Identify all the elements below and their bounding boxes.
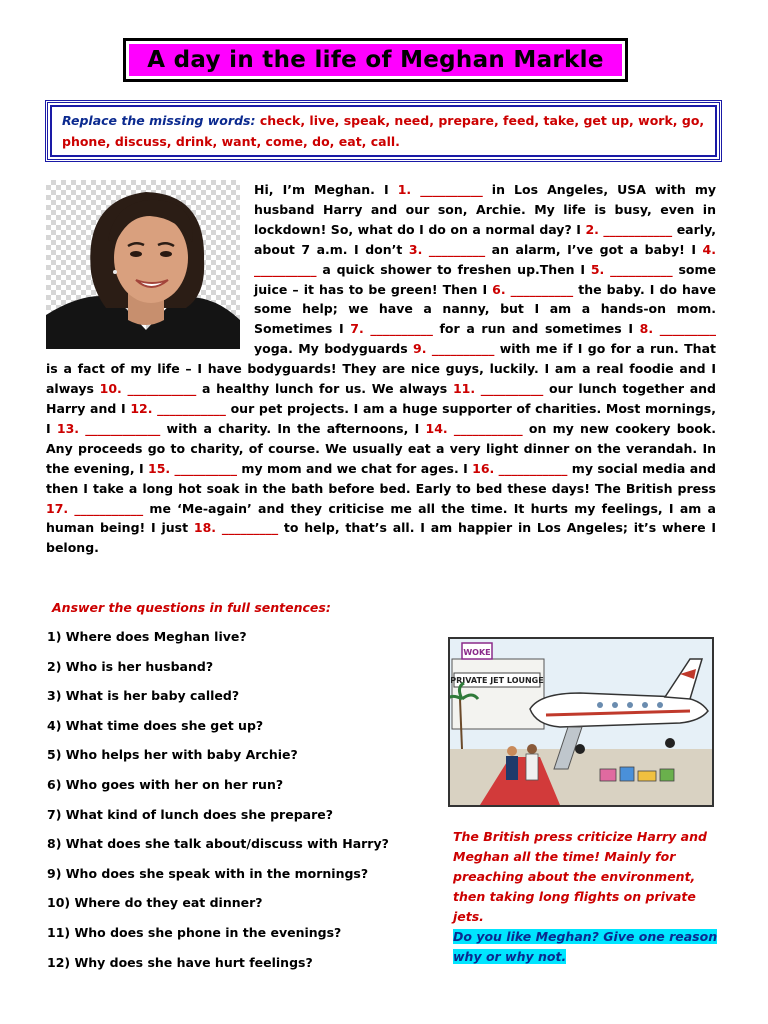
question-item: 6) Who goes with her on her run? <box>47 776 284 792</box>
passage-text: an alarm, I’ve got a baby! I <box>485 241 703 257</box>
caption-text: The British press criticize Harry and Meghan all the time! Mainly for preaching about the environment, then taking long flights on private jets. <box>453 829 707 924</box>
question-item: 4) What time does she get up? <box>47 717 264 733</box>
word-bank-box <box>45 100 722 162</box>
passage-text: our lunch together and Harry and I <box>46 381 717 416</box>
passage-text: early, about 7 a.m. I don’t <box>254 221 716 257</box>
blank-5: 5. __________ <box>590 261 673 277</box>
blank-10: 10. ___________ <box>99 381 197 397</box>
page-title: A day in the life of Meghan Markle <box>129 44 622 76</box>
discussion-question: Do you like Meghan? Give one reason why or why not. <box>453 929 718 964</box>
question-item: 8) What does she talk about/discuss with Harry? <box>47 836 389 852</box>
passage-text: on my new cookery book. Any proceeds go to charity, of course. We usually eat a very light dinner on the verandah. In the evening, I <box>46 420 716 476</box>
passage-text: with me if I go for a run. That is a fact of my life – I have bodyguards! They are nice guys, luckily. I am a real foodie and I always <box>46 341 716 397</box>
blank-2: 2. ___________ <box>585 221 673 237</box>
blank-3: 3. _________ <box>408 241 486 257</box>
passage-text: my mom and we chat for ages. I <box>237 460 473 476</box>
word-bank-lead: Replace the missing words: <box>62 113 256 128</box>
question-item: 1) Where does Meghan live? <box>47 629 247 644</box>
blank-6: 6. __________ <box>492 281 574 297</box>
question-item: 10) Where do they eat dinner? <box>47 895 263 911</box>
word-bank-words: check, live, speak, need, prepare, feed, take, get up, work, go, phone, discuss, drink, want, come, do, eat, call. <box>62 113 705 149</box>
blank-11: 11. __________ <box>452 381 544 397</box>
question-item: 2) Who is her husband? <box>47 658 214 674</box>
blank-13: 13. ____________ <box>56 420 161 436</box>
photo-spacer <box>46 180 254 349</box>
blank-9: 9. __________ <box>413 341 495 357</box>
passage-text: our pet projects. I am a huge supporter of charities. Most mornings, I <box>46 400 716 436</box>
blank-14: 14. ___________ <box>425 420 523 436</box>
passage-text: Hi, I’m Meghan. I <box>254 182 398 197</box>
passage-text: the baby. I do have some help; we have a nanny, but I am a hands-on mom. Sometimes I <box>254 281 716 337</box>
reading-passage <box>46 180 716 558</box>
blank-15: 15. __________ <box>148 460 238 476</box>
passage-text: some juice – it has to be green! Then I <box>254 261 716 297</box>
blank-1: 1. __________ <box>397 182 483 197</box>
question-item: 11) Who does she phone in the evenings? <box>47 924 342 940</box>
question-item: 12) Why does she have hurt feelings? <box>47 954 313 970</box>
blank-17: 17. ___________ <box>46 500 144 516</box>
question-item: 9) Who does she speak with in the mornings? <box>47 865 369 881</box>
question-list <box>47 626 389 981</box>
instructions: Answer the questions in full sentences: <box>52 600 331 615</box>
passage-text: a quick shower to freshen up.Then I <box>316 261 591 277</box>
passage-text: yoga. My bodyguards <box>254 341 414 357</box>
passage-text: my social media and then I take a long hot soak in the bath before bed. Early to bed these days! The British press <box>46 460 717 496</box>
woke-banner: WOKE <box>463 648 491 657</box>
blank-16: 16. ___________ <box>472 460 568 476</box>
passage-text: for a run and sometimes I <box>432 321 640 337</box>
blank-8: 8. _________ <box>639 321 716 337</box>
passage-text: me ‘Me-again’ and they criticise me all the time. It hurts my feelings, I am a human being! I just <box>46 500 716 536</box>
question-item: 5) Who helps her with baby Archie? <box>47 747 298 763</box>
word-bank <box>58 110 709 152</box>
title-box <box>123 38 628 82</box>
blank-12: 12. ___________ <box>130 400 226 416</box>
passage-text: to help, that’s all. I am happier in Los Angeles; it’s where I belong. <box>46 520 717 556</box>
question-item: 3) What is her baby called? <box>47 688 240 704</box>
question-item: 7) What kind of lunch does she prepare? <box>47 806 333 822</box>
passage-text: in Los Angeles, USA with my husband Harry and our son, Archie. My life is busy, even in lockdown! So, what do I do on a normal day? I <box>254 182 716 237</box>
blank-18: 18. _________ <box>193 520 279 536</box>
passage-text: with a charity. In the afternoons, I <box>160 420 426 436</box>
blank-7: 7. __________ <box>350 321 433 337</box>
lounge-sign: PRIVATE JET LOUNGE <box>450 676 544 685</box>
passage-text: a healthy lunch for us. We always <box>196 381 453 397</box>
cartoon-caption <box>453 827 723 967</box>
blank-4: 4. __________ <box>254 241 716 277</box>
private-jet-cartoon <box>448 637 714 807</box>
